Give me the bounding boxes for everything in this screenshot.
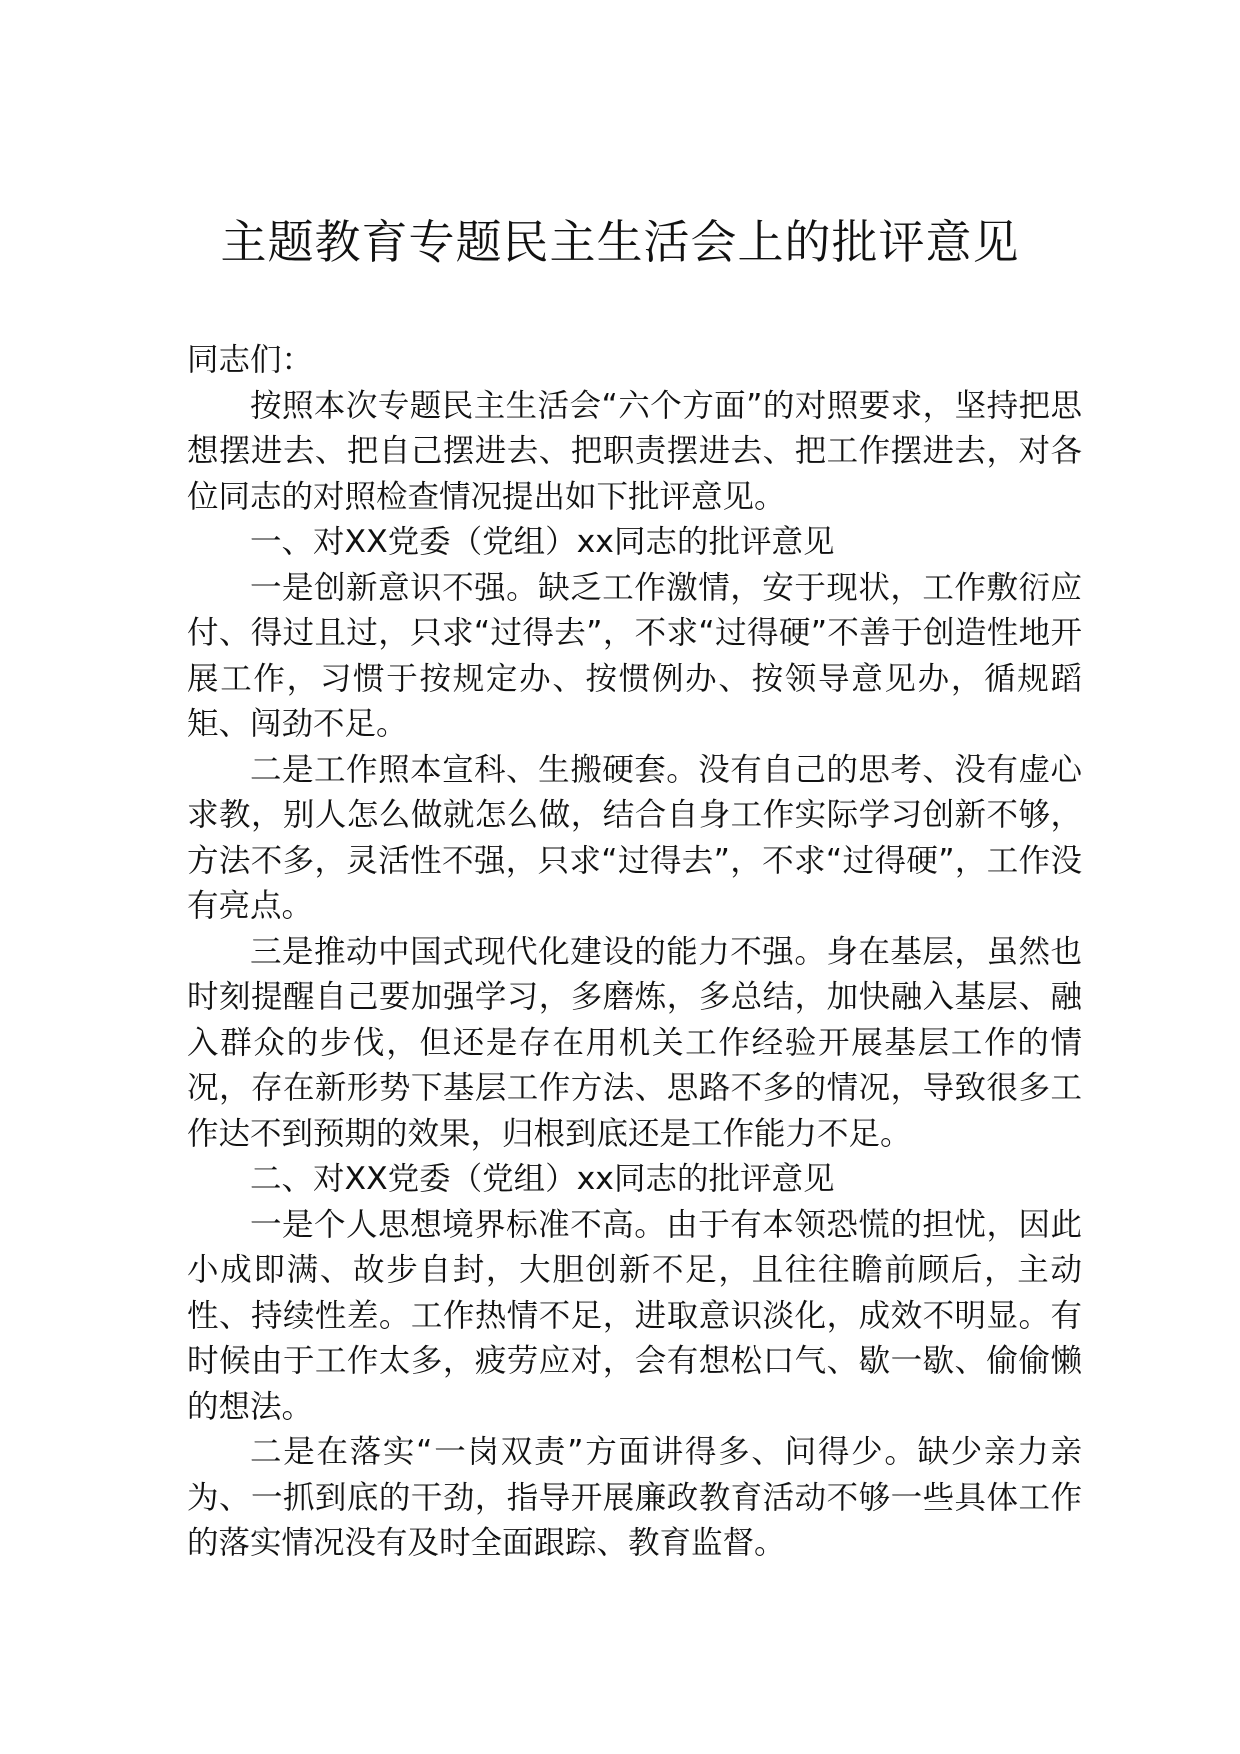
section-heading-2: 二、对XX党委（党组）xx同志的批评意见 bbox=[250, 1161, 835, 1197]
document-title: 主题教育专题民主生活会上的批评意见 bbox=[220, 215, 1020, 269]
body-paragraph: 一是个人思想境界标准不高。由于有本领恐慌的担忧，因此小成即满、故步自封，大胆创新不足，且往往瞻前顾后，主动性、持续性差。工作热情不足，进取意识淡化，成效不明显。有时候由于工作太多，疲劳应对，会有想松口气、歇一歇、偷偷懒的想法。 bbox=[187, 1206, 1082, 1425]
body-paragraph: 二是工作照本宣科、生搬硬套。没有自己的思考、没有虚心求教，别人怎么做就怎么做，结合自身工作实际学习创新不够，方法不多，灵活性不强，只求“过得去”，不求“过得硬”，工作没有亮点。 bbox=[187, 751, 1082, 924]
body-paragraph: 三是推动中国式现代化建设的能力不强。身在基层，虽然也时刻提醒自己要加强学习，多磨炼，多总结，加快融入基层、融入群众的步伐，但还是存在用机关工作经验开展基层工作的情况，存在新形势下基层工作方法、思路不多的情况，导致很多工作达不到预期的效果，归根到底还是工作能力不足。 bbox=[187, 933, 1082, 1152]
section-heading-1: 一、对XX党委（党组）xx同志的批评意见 bbox=[250, 524, 835, 560]
body-paragraph: 一是创新意识不强。缺乏工作激情，安于现状，工作敷衍应付、得过且过，只求“过得去”，不求“过得硬”不善于创造性地开展工作，习惯于按规定办、按惯例办、按领导意见办，循规蹈矩、闯劲不足。 bbox=[187, 569, 1082, 742]
greeting: 同志们： bbox=[187, 342, 314, 378]
intro-paragraph: 按照本次专题民主生活会“六个方面”的对照要求，坚持把思想摆进去、把自己摆进去、把职责摆进去、把工作摆进去，对各位同志的对照检查情况提出如下批评意见。 bbox=[187, 387, 1082, 515]
document-body bbox=[187, 338, 1082, 1567]
body-paragraph: 二是在落实“一岗双责”方面讲得多、问得少。缺少亲力亲为、一抓到底的干劲，指导开展廉政教育活动不够一些具体工作的落实情况没有及时全面跟踪、教育监督。 bbox=[187, 1434, 1082, 1561]
